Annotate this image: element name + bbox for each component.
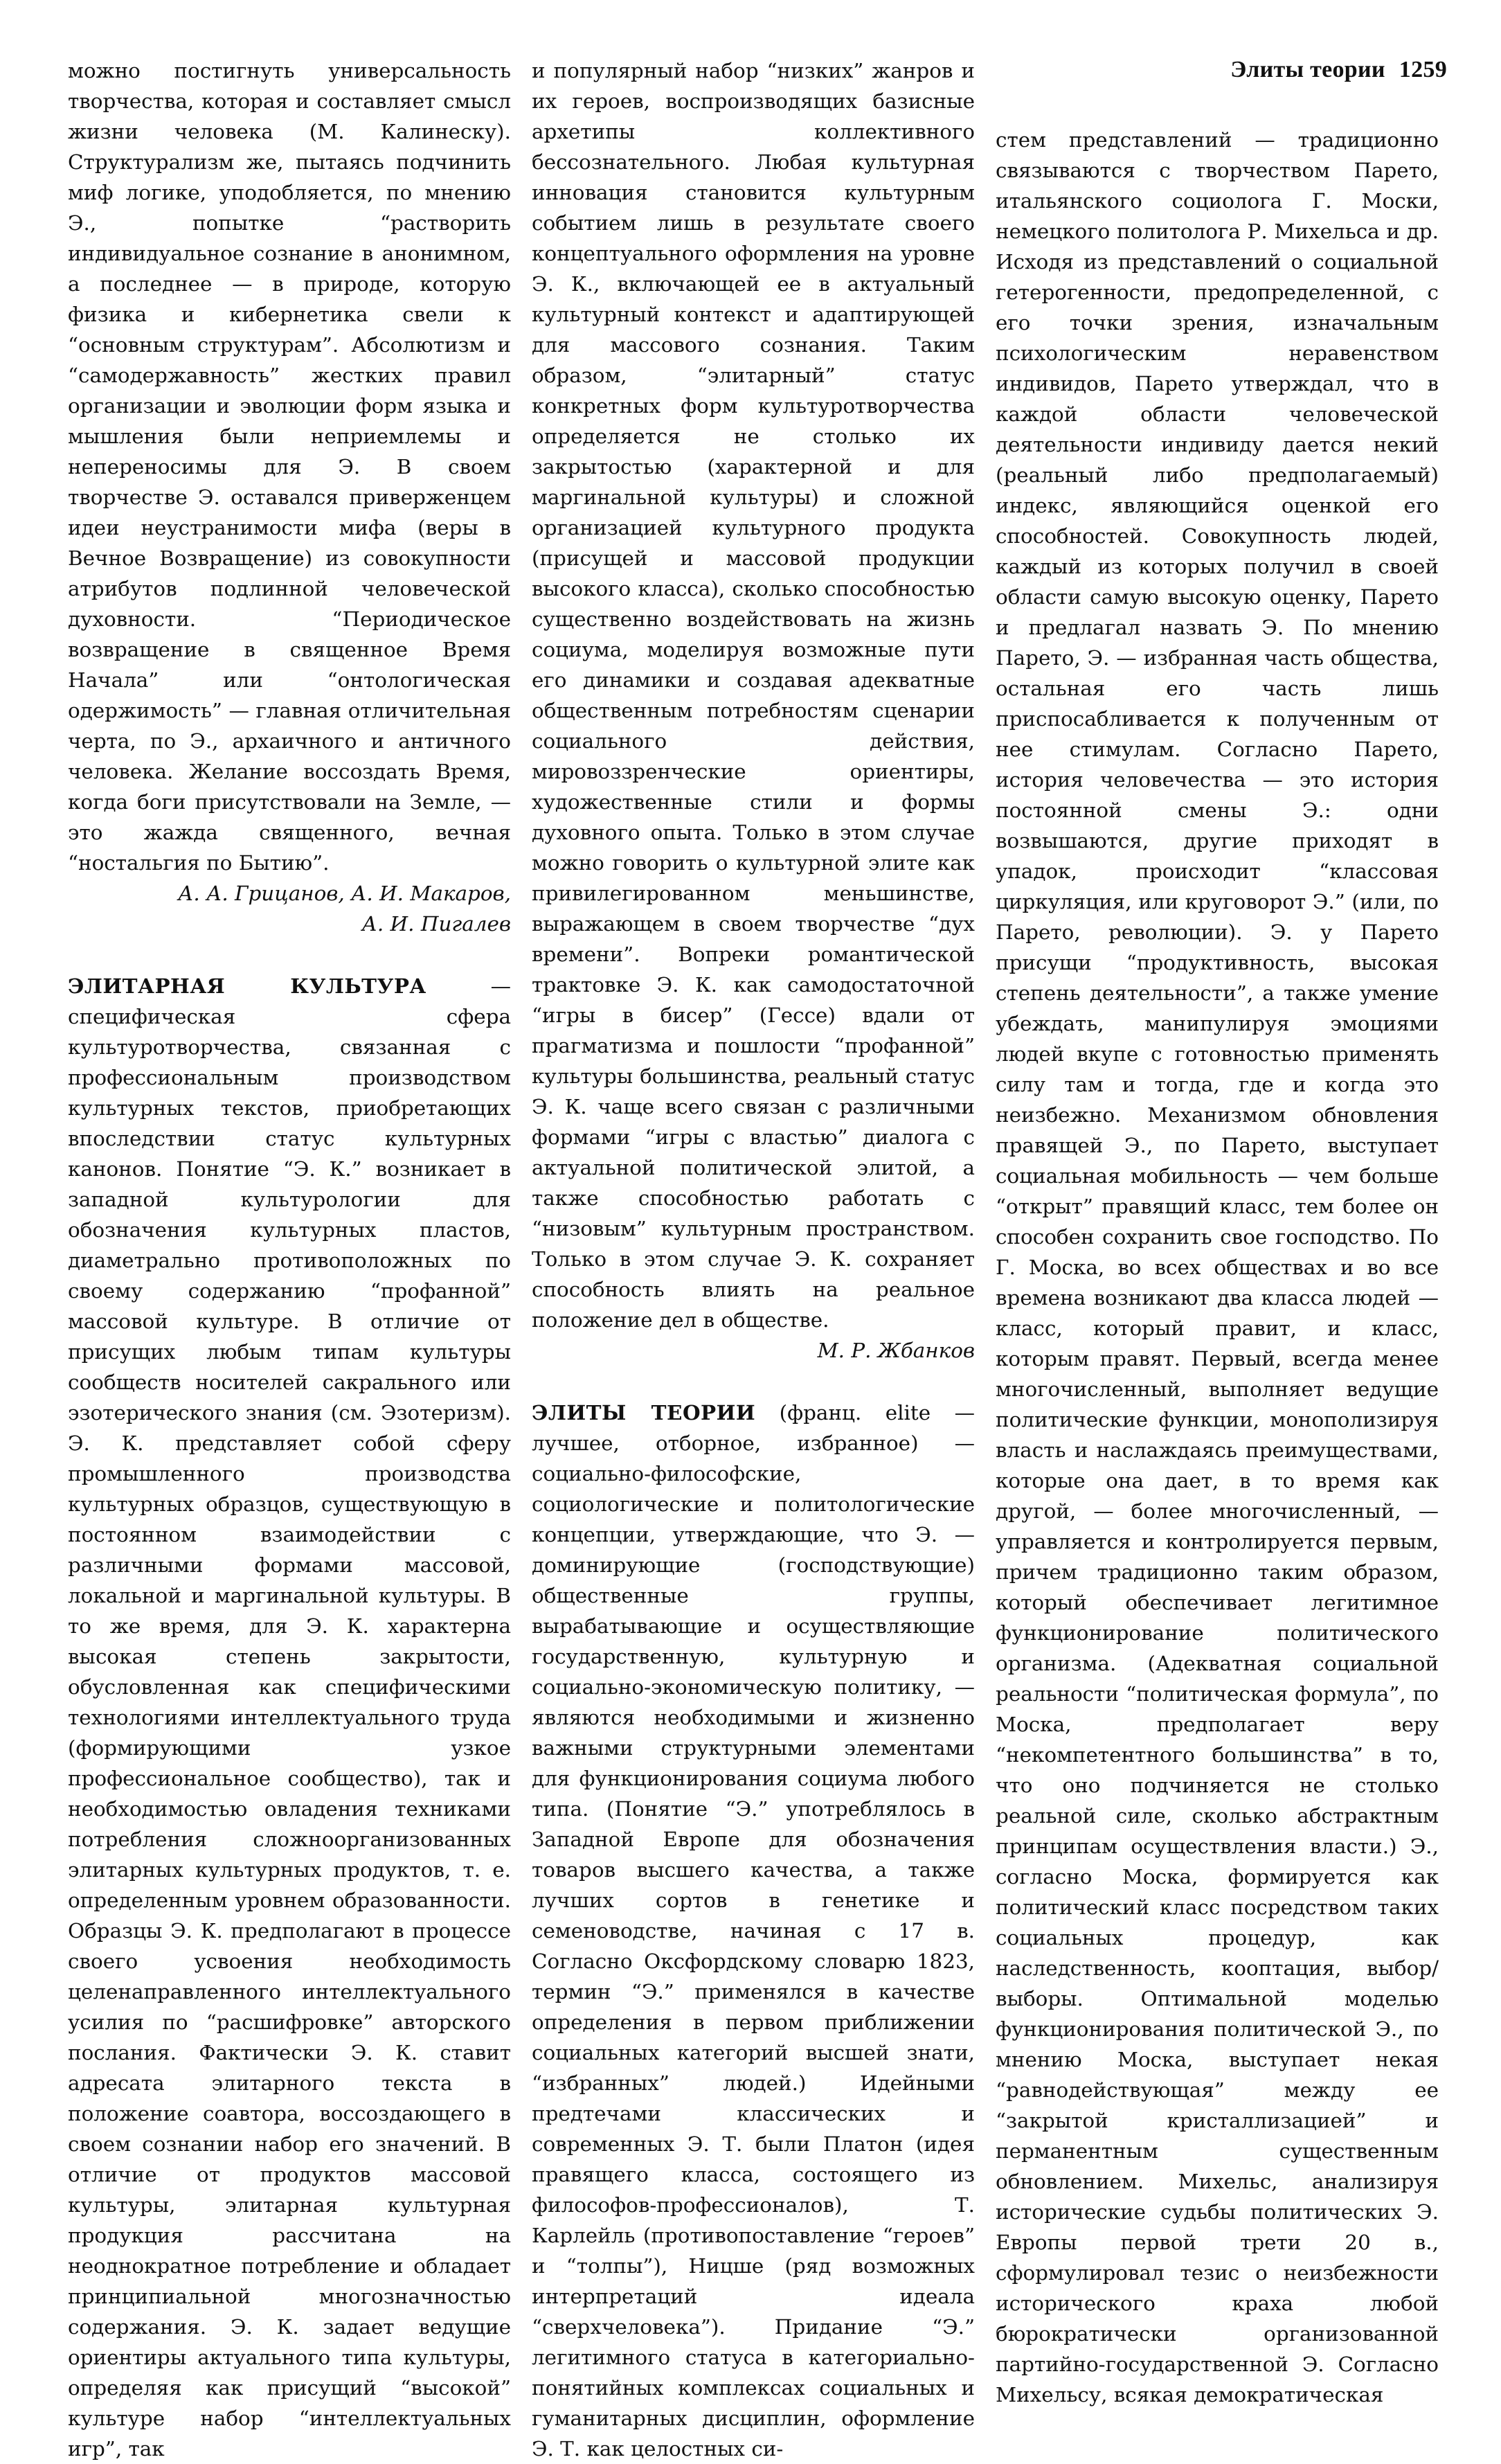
signature-line-2: А. И. Пигалев: [361, 912, 511, 936]
signature-line-1: А. А. Грицанов, А. И. Макаров,: [178, 882, 511, 905]
author-signature: [68, 878, 511, 939]
author-signature: М. Р. Жбанков: [817, 1339, 975, 1362]
header-title: Элиты теории: [1230, 57, 1385, 82]
entry-headword: ЭЛИТЫ ТЕОРИИ: [532, 1400, 756, 1425]
running-header: [1230, 57, 1447, 83]
column-3: [996, 125, 1439, 2410]
paragraph-elite-culture-continuation: и популярный набор “низких” жанров и их героев, воспроизводящих базисные архетипы коллективного бессознательного. Любая культурная инновация становится культурным событием лишь в результате своего концептуального оформления на уровне Э. К., включающей ее в актуальный культурный контекст и адаптирующей для массового сознания. Таким образом, “элитарный” статус конкретных форм культуротворчества определяется не столько их закрытостью (характерной и для маргинальной культуры) и сложной организацией культурного продукта (присущей и массовой продукции высокого класса), сколько способностью существенно воздействовать на жизнь социума, моделируя возможные пути его динамики и создавая адекватные общественным потребностям сценарии социального действия, мировоззренческие ориентиры, художественные стили и формы духовного опыта. Только в этом случае можно говорить о культурной элите как привилегированном меньшинстве, выражающем в своем творчестве “дух времени”. Вопреки романтической трактовке Э. К. как самодостаточной “игры в бисер” (Гессе) вдали от прагматизма и пошлости “профанной” культуры большинства, реальный статус Э. К. чаще всего связан с различными формами “игры с властью” диалога с актуальной политической элитой, а также способностью работать с “низовым” культурным пространством. Только в этом случае Э. К. сохраняет способность влиять на реальное положение дел в обществе.: [532, 59, 975, 1332]
entry-headword: ЭЛИТАРНАЯ КУЛЬТУРА: [68, 974, 426, 998]
paragraph-eliade-continuation: можно постигнуть универсальность творчества, которая и составляет смысл жизни человека (М. Калинеску). Структурализм же, пытаясь подчинить миф логике, уподобляется, по мнению Э., попытке “растворить индивидуальное сознание в анонимном, а последнее — в природе, которую физика и кибернетика свели к “основным структурам”. Абсолютизм и “самодержавность” жестких правил организации и эволюции форм языка и мышления были неприемлемы и непереносимы для Э. В своем творчестве Э. оставался приверженцем идеи неустранимости мифа (веры в Вечное Возвращение) из совокупности атрибутов подлинной человеческой духовности. “Периодическое возвращение в священное Время Начала” или “онтологическая одержимость” — главная отличительная черта, по Э., архаичного и античного человека. Желание воссоздать Время, когда боги присутствовали на Земле, — это жажда священного, вечная “ностальгия по Бытию”.: [68, 59, 511, 875]
entry-elite-culture: [68, 971, 511, 2464]
column-1: [68, 55, 511, 2464]
paragraph-elite-theories-continuation: стем представлений — традиционно связываются с творчеством Парето, итальянского социолога Г. Моски, немецкого политолога Р. Михельса и др. Исходя из представлений о социальной гетерогенности, предопределенной, с его точки зрения, изначальным психологическим неравенством индивидов, Парето утверждал, что в каждой области человеческой деятельности индивиду дается некий (реальный либо предполагаемый) индекс, являющийся оценкой его способностей. Совокупность людей, каждый из которых получил в своей области самую высокую оценку, Парето и предлагал назвать Э. По мнению Парето, Э. — избранная часть общества, остальная его часть лишь приспосабливается к полученным от нее стимулам. Согласно Парето, история человечества — это история постоянной смены Э.: одни возвышаются, другие приходят в упадок, происходит “классовая циркуляция, или круговорот Э.” (или, по Парето, революции). Э. у Парето присущи “продуктивность, высокая степень деятельности”, а также умение убеждать, манипулируя эмоциями людей вкупе с готовностью применять силу там и тогда, где и когда это неизбежно. Механизмом обновления правящей Э., по Парето, выступает социальная мобильность — чем больше “открыт” правящий класс, тем более он способен сохранить свое господство. По Г. Моска, во всех обществах и во все времена возникают два класса людей — класс, который правит, и класс, которым правят. Первый, всегда менее многочисленный, выполняет ведущие политические функции, монополизируя власть и наслаждаясь преимуществами, которые она дает, в то время как другой, — более многочисленный, — управляется и контролируется первым, причем традиционно таким образом, который обеспечивает легитимное функционирование политического организма. (Адекватная социальной реальности “политическая формула”, по Моска, предполагает веру “некомпетентного большинства” в то, что оно подчиняется не столько реальной силе, сколько абстрактным принципам осуществления власти.) Э., согласно Моска, формируется как политический класс посредством таких социальных процедур, как наследственность, кооптация, выбор/выборы. Оптимальной моделью функционирования политической Э., по мнению Моска, выступает некая “равнодействующая” между ее “закрытой кристаллизацией” и перманентным существенным обновлением. Михельс, анализируя исторические судьбы политических Э. Европы первой трети 20 в., сформулировал тезис о неизбежности исторического краха любой бюрократически организованной партийно-государственной Э. Согласно Михельсу, всякая демократическая: [996, 128, 1439, 2407]
entry-elite-theories: [532, 1398, 975, 2464]
entry-body: (франц. elite — лучшее, отборное, избранное) — социально-философские, социологические и политологические концепции, утверждающие, что Э. — доминирующие (господствующие) общественные группы, вырабатывающие и осуществляющие государственную, культурную и социально-экономическую политику, — являются необходимыми и жизненно важными структурными элементами для функционирования социума любого типа. (Понятие “Э.” употреблялось в Западной Европе для обозначения товаров высшего качества, а также лучших сортов в генетике и семеноводстве, начиная с 17 в. Согласно Оксфордскому словарю 1823, термин “Э.” применялся в качестве определения в первом приближении социальных категорий высшей знати, “избранных” людей.) Идейными предтечами классических и современных Э. Т. были Платон (идея правящего класса, состоящего из философов-профессионалов), Т. Карлейль (противопоставление “героев” и “толпы”), Ницше (ряд возможных интерпретаций идеала “сверхчеловека”). Придание “Э.” легитимного статуса в категориально-понятийных комплексах социальных и гуманитарных дисциплин, оформление Э. Т. как целостных си-: [532, 1401, 975, 2461]
entry-body: — специфическая сфера культуротворчества, связанная с профессиональным производством культурных текстов, приобретающих впоследствии статус культурных канонов. Понятие “Э. К.” возникает в западной культурологии для обозначения культурных пластов, диаметрально противоположных по своему содержанию “профанной” массовой культуре. В отличие от присущих любым типам культуры сообществ носителей сакрального или эзотерического знания (см. Эзотеризм). Э. К. представляет собой сферу промышленного производства культурных образцов, существующую в постоянном взаимодействии с различными формами массовой, локальной и маргинальной культуры. В то же время, для Э. К. характерна высокая степень закрытости, обусловленная как специфическими технологиями интеллектуального труда (формирующими узкое профессиональное сообщество), так и необходимостью овладения техниками потребления сложноорганизованных элитарных культурных продуктов, т. е. определенным уровнем образованности. Образцы Э. К. предполагают в процессе своего усвоения необходимость целенаправленного интеллектуального усилия по “расшифровке” авторского послания. Фактически Э. К. ставит адресата элитарного текста в положение соавтора, воссоздающего в своем сознании набор его значений. В отличие от продуктов массовой культуры, элитарная культурная продукция рассчитана на неоднократное потребление и обладает принципиальной многозначностью содержания. Э. К. задает ведущие ориентиры актуального типа культуры, определяя как присущий “высокой” культуре набор “интеллектуальных игр”, так: [68, 974, 511, 2461]
column-2: [532, 55, 975, 2464]
page-number: 1259: [1399, 57, 1447, 82]
